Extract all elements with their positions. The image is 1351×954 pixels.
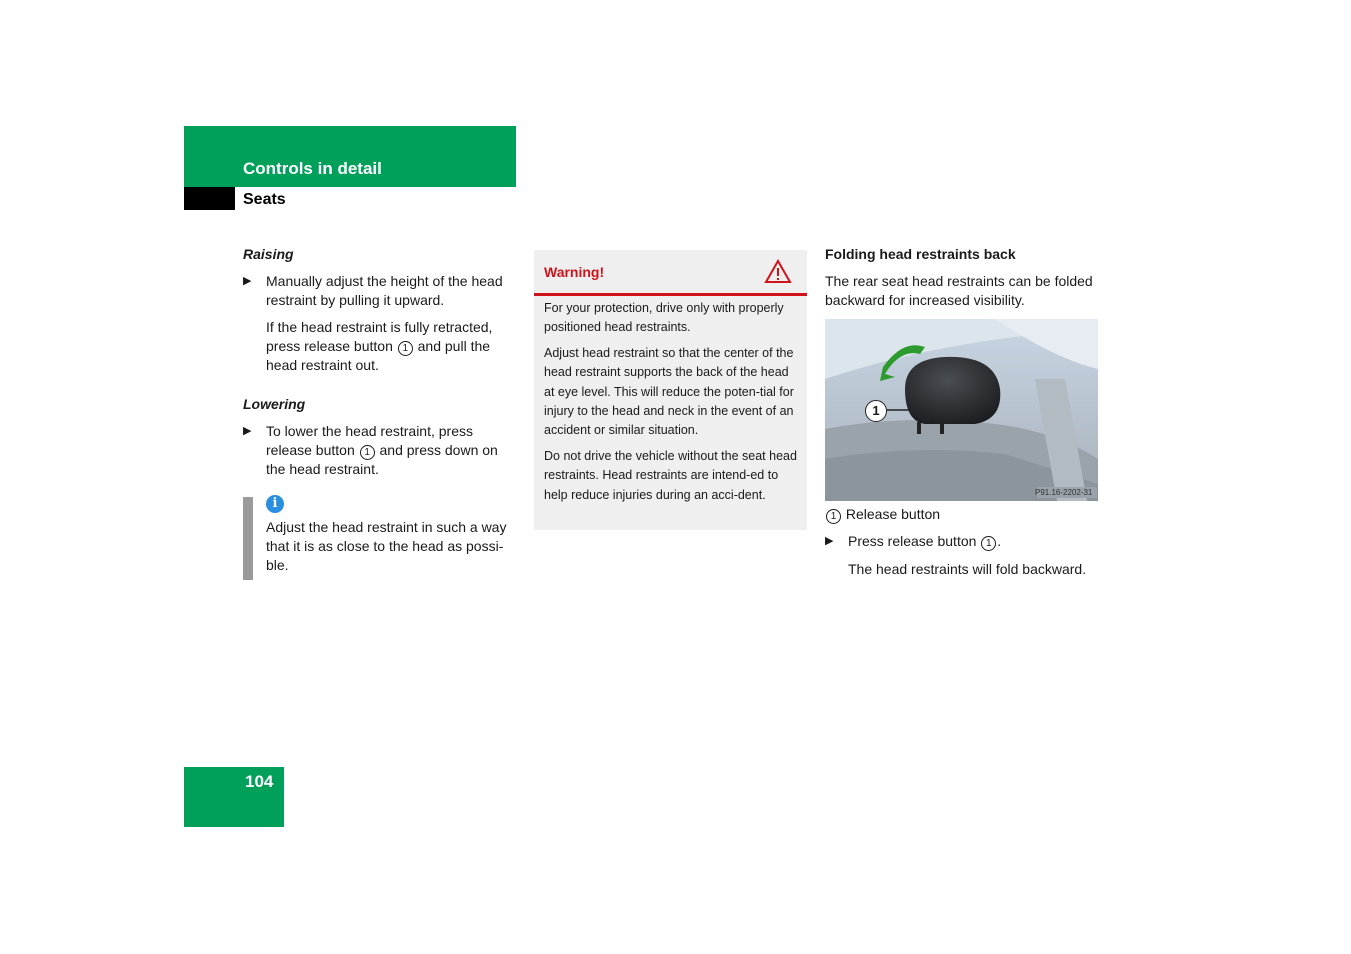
info-note-bar <box>243 497 253 580</box>
callout-1-icon: 1 <box>981 536 996 551</box>
fold-result: The head restraints will fold backward. <box>848 561 1087 577</box>
photo-callout-1: 1 <box>865 400 887 422</box>
lowering-step <box>243 422 516 479</box>
lowering-heading: Lowering <box>243 396 306 412</box>
info-note-text: Adjust the head restraint in such a way that it is as close to the head as possi-ble. <box>266 519 507 573</box>
figure-code: P91.16-2202-31 <box>1035 488 1093 497</box>
bullet-arrow-icon: ▶ <box>825 535 834 547</box>
info-icon: i <box>266 495 284 513</box>
folding-intro: The rear seat head restraints can be folded backward for increased visibility. <box>825 273 1093 308</box>
raising-note <box>243 318 516 375</box>
lowering-step-text-pre: To lower the head restraint, press release button <box>266 423 473 458</box>
warning-body <box>544 299 798 511</box>
warning-paragraph: For your protection, drive only with properly positioned head restraints. <box>544 301 784 335</box>
page-number: 104 <box>245 772 274 791</box>
left-column <box>243 245 516 479</box>
lowering-step-text-post: and press down on the head restraint. <box>266 442 498 477</box>
fold-step <box>825 532 1100 551</box>
right-column-bottom <box>825 505 1100 579</box>
fold-step-text-pre: Press release button <box>848 533 977 549</box>
subsection-title: Seats <box>243 191 286 208</box>
callout-1-icon: 1 <box>826 509 841 524</box>
warning-title: Warning! <box>544 264 605 280</box>
warning-paragraph: Do not drive the vehicle without the seat head restraints. Head restraints are intend-ed to help reduce injuries during an acci-dent. <box>544 448 797 502</box>
callout-1-icon: 1 <box>398 341 413 356</box>
warning-divider <box>534 293 807 296</box>
legend-item <box>825 505 1100 524</box>
bullet-arrow-icon: ▶ <box>243 275 252 287</box>
warning-paragraph: Adjust head restraint so that the center of the head restraint supports the back of the head at eye level. This will reduce the poten-tial for injury to the head and neck in the event of an accident or similar situation. <box>544 345 794 438</box>
legend-label: Release button <box>845 506 941 522</box>
warning-triangle-icon <box>764 259 792 287</box>
fold-step-text-post: . <box>997 533 1002 549</box>
raising-note-text-post: and pull the head restraint out. <box>266 338 491 373</box>
right-column-top <box>825 245 1100 310</box>
folding-heading: Folding head restraints back <box>825 246 1016 262</box>
raising-step-text: Manually adjust the height of the head restraint by pulling it upward. <box>266 273 503 308</box>
bullet-arrow-icon: ▶ <box>243 425 252 437</box>
raising-step <box>243 272 516 310</box>
head-restraint-photo <box>825 319 1098 501</box>
callout-1-icon: 1 <box>360 445 375 460</box>
header-black-tab <box>184 187 235 210</box>
section-title: Controls in detail <box>243 159 382 178</box>
raising-note-text-pre: If the head restraint is fully retracted, press release button <box>266 319 493 354</box>
raising-heading: Raising <box>243 246 294 262</box>
